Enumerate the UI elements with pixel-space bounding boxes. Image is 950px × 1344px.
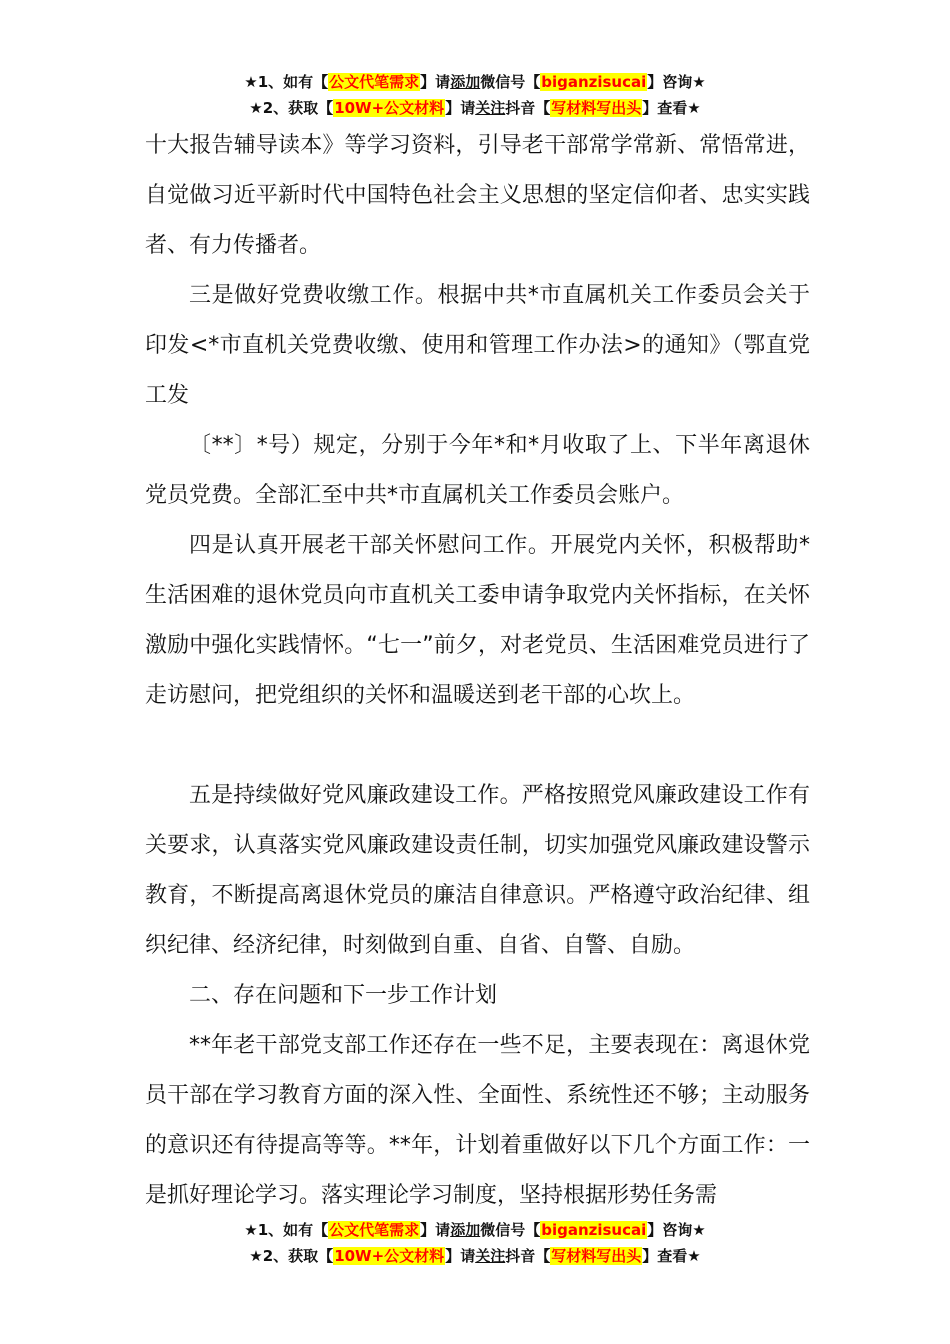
promo-highlight: 10W+公文材料 — [334, 1247, 445, 1265]
paragraph-spacer — [145, 721, 810, 771]
promo-emphasis: 添加 — [450, 1221, 481, 1239]
paragraph-integrity: 五是持续做好党风廉政建设工作。严格按照党风廉政建设工作有关要求，认真落实党风廉政建设责任制，切实加强党风廉政建设警示教育，不断提高离退休党员的廉洁自律意识。严格遵守政治纪律、组织纪律、经济纪律，时刻做到自重、自省、自警、自励。 — [145, 783, 810, 958]
promo-line-2: ★2、获取【10W+公文材料】请关注抖音【写材料写出头】查看★ — [249, 1247, 701, 1265]
promo-highlight: 10W+公文材料 — [334, 99, 445, 117]
promo-highlight: 公文代笔需求 — [329, 1221, 420, 1239]
paragraph-dues-regulation: 〔**〕*号）规定，分别于今年*和*月收取了上、下半年离退休党员党费。全部汇至中共*市直属机关工作委员会账户。 — [145, 433, 810, 508]
section-heading-problems-plan: 二、存在问题和下一步工作计划 — [189, 983, 498, 1008]
wechat-id-highlight: biganzisucai — [541, 1221, 647, 1239]
footer-promo-banner — [0, 1217, 950, 1269]
douyin-account-highlight: 写材料写出头 — [551, 1247, 642, 1265]
promo-line-2: ★2、获取【10W+公文材料】请关注抖音【写材料写出头】查看★ — [249, 99, 701, 117]
paragraph-party-dues: 三是做好党费收缴工作。根据中共*市直属机关工作委员会关于印发<*市直机关党费收缴、使用和管理工作办法>的通知》（鄂直党工发 — [145, 283, 810, 408]
wechat-id-highlight: biganzisucai — [541, 73, 647, 91]
promo-line-1: ★1、如有【公文代笔需求】请添加微信号【biganzisucai】咨询★ — [244, 73, 706, 91]
paragraph-study-materials: 十大报告辅导读本》等学习资料，引导老干部常学常新、常悟常进，自觉做习近平新时代中国特色社会主义思想的坚定信仰者、忠实实践者、有力传播者。 — [145, 133, 810, 258]
promo-emphasis: 添加 — [450, 73, 481, 91]
header-promo-banner — [0, 69, 950, 121]
paragraph-shortcomings: **年老干部党支部工作还存在一些不足，主要表现在：离退休党员干部在学习教育方面的深入性、全面性、系统性还不够；主动服务的意识还有待提高等等。**年，计划着重做好以下几个方面工作：一是抓好理论学习。落实理论学习制度，坚持根据形势任务需 — [145, 1033, 810, 1208]
promo-emphasis: 关注 — [475, 99, 506, 117]
paragraph-care-visits: 四是认真开展老干部关怀慰问工作。开展党内关怀，积极帮助*生活困难的退休党员向市直机关工委申请争取党内关怀指标，在关怀激励中强化实践情怀。“七一”前夕，对老党员、生活困难党员进行了走访慰问，把党组织的关怀和温暖送到老干部的心坎上。 — [145, 533, 810, 708]
document-body — [145, 121, 810, 1221]
promo-highlight: 公文代笔需求 — [329, 73, 420, 91]
promo-emphasis: 关注 — [475, 1247, 506, 1265]
promo-line-1: ★1、如有【公文代笔需求】请添加微信号【biganzisucai】咨询★ — [244, 1221, 706, 1239]
douyin-account-highlight: 写材料写出头 — [551, 99, 642, 117]
